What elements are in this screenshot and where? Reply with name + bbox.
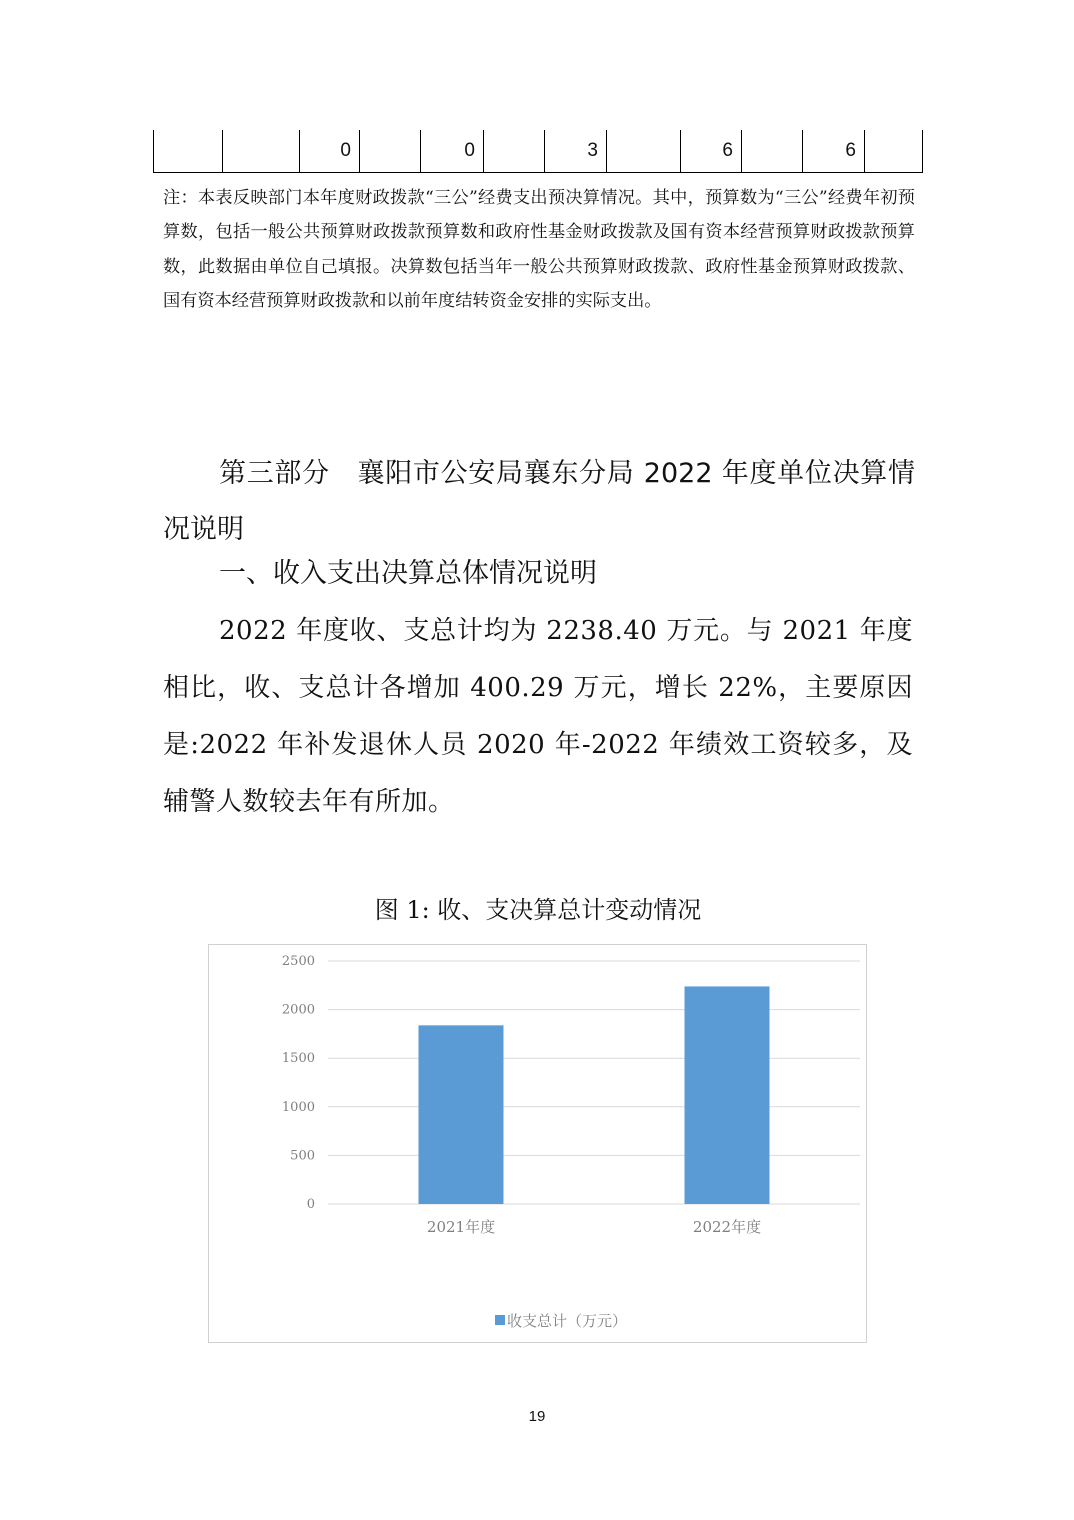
page-number: 19 — [528, 1408, 546, 1425]
legend-swatch — [495, 1315, 505, 1325]
table-cell — [742, 130, 803, 173]
part-title: 第三部分 襄阳市公安局襄东分局 2022 年度单位决算情况说明 — [163, 458, 915, 545]
y-tick-label: 1000 — [281, 1099, 315, 1115]
x-tick-label: 2021年度 — [426, 1218, 496, 1236]
chart-svg — [209, 945, 866, 1342]
y-tick-label: 0 — [306, 1197, 315, 1212]
table-note: 注：本表反映部门本年度财政拨款“三公”经费支出预决算情况。其中，预算数为“三公”经费年初预算数，包括一般公共预算财政拨款预算数和政府性基金财政拨款及国有资本经营预算财政拨款预算数，此数据由单位自己填报。决算数包括当年一般公共预算财政拨款、政府性基金预算财政拨款、国有资本经营预算财政拨款和以前年度结转资金安排的实际支出。 — [163, 188, 915, 311]
x-tick-label: 2022年度 — [692, 1218, 762, 1236]
table-cell: 3 — [545, 130, 607, 173]
legend-label: 收支总计（万元） — [507, 1312, 628, 1330]
bar — [419, 1025, 504, 1204]
table-cell — [223, 130, 300, 173]
table-cell — [360, 130, 421, 173]
table-cell — [154, 130, 223, 173]
bar — [685, 986, 770, 1204]
body-paragraph: 2022 年度收、支总计均为 2238.40 万元。与 2021 年度相比，收、支总计各增加 400.29 万元，增长 22%，主要原因是:2022 年补发退休人员 2020 年-2022 年绩效工资较多，及辅警人数较去年有所加。 — [163, 616, 913, 817]
y-tick-label: 1500 — [281, 1051, 315, 1067]
figure-caption: 图 1: 收、支决算总计变动情况 — [374, 896, 702, 924]
expense-table-fragment — [153, 130, 923, 173]
table-row — [154, 130, 923, 173]
table-cell: 0 — [421, 130, 484, 173]
section-title: 一、收入支出决算总体情况说明 — [219, 558, 597, 589]
table-cell: 0 — [300, 130, 360, 173]
y-tick-label: 500 — [290, 1148, 315, 1164]
table-cell: 6 — [803, 130, 865, 173]
table-cell — [865, 130, 923, 173]
income-expense-chart — [208, 944, 867, 1343]
table-cell — [484, 130, 545, 173]
table-cell — [607, 130, 681, 173]
y-tick-label: 2500 — [281, 954, 315, 969]
y-tick-label: 2000 — [281, 1002, 315, 1018]
table-cell: 6 — [681, 130, 742, 173]
